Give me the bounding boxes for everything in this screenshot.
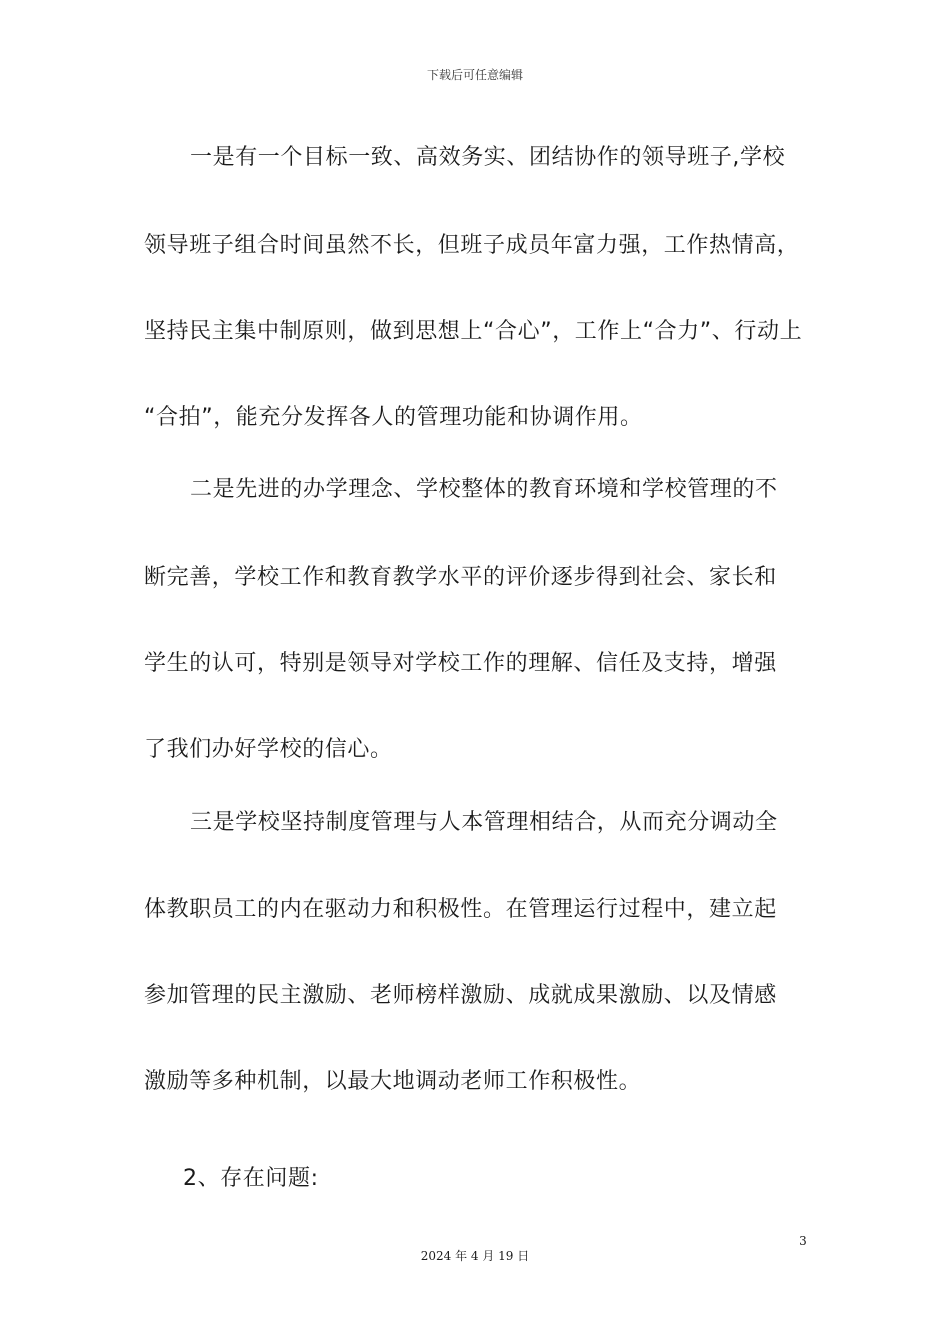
page-number: 3 — [799, 1234, 807, 1248]
section-heading: 2、存在问题: — [183, 1166, 319, 1191]
paragraph-2-line-1: 二是先进的办学理念、学校整体的教育环境和学校管理的不 — [190, 477, 778, 502]
paragraph-1-line-3: 坚持民主集中制原则，做到思想上“合心”，工作上“合力”、行动上 — [144, 319, 803, 344]
paragraph-2-line-2: 断完善，学校工作和教育教学水平的评价逐步得到社会、家长和 — [144, 565, 777, 590]
page-header: 下载后可任意编辑 — [426, 68, 523, 82]
footer-date: 2024 年 4 月 19 日 — [420, 1249, 530, 1263]
paragraph-3-line-2: 体教职员工的内在驱动力和积极性。在管理运行过程中，建立起 — [144, 897, 777, 922]
paragraph-3-line-3: 参加管理的民主激励、老师榜样激励、成就成果激励、以及情感 — [144, 983, 777, 1008]
paragraph-3-line-1: 三是学校坚持制度管理与人本管理相结合，从而充分调动全 — [190, 810, 778, 835]
paragraph-1-line-4: “合拍”，能充分发挥各人的管理功能和协调作用。 — [144, 405, 643, 430]
paragraph-2-line-3: 学生的认可，特别是领导对学校工作的理解、信任及支持，增强 — [144, 651, 777, 676]
paragraph-1-line-2: 领导班子组合时间虽然不长，但班子成员年富力强，工作热情高， — [144, 233, 800, 258]
paragraph-1-line-1: 一是有一个目标一致、高效务实、团结协作的领导班子,学校 — [190, 145, 786, 170]
paragraph-2-line-4: 了我们办好学校的信心。 — [144, 737, 393, 762]
paragraph-3-line-4: 激励等多种机制，以最大地调动老师工作积极性。 — [144, 1069, 642, 1094]
